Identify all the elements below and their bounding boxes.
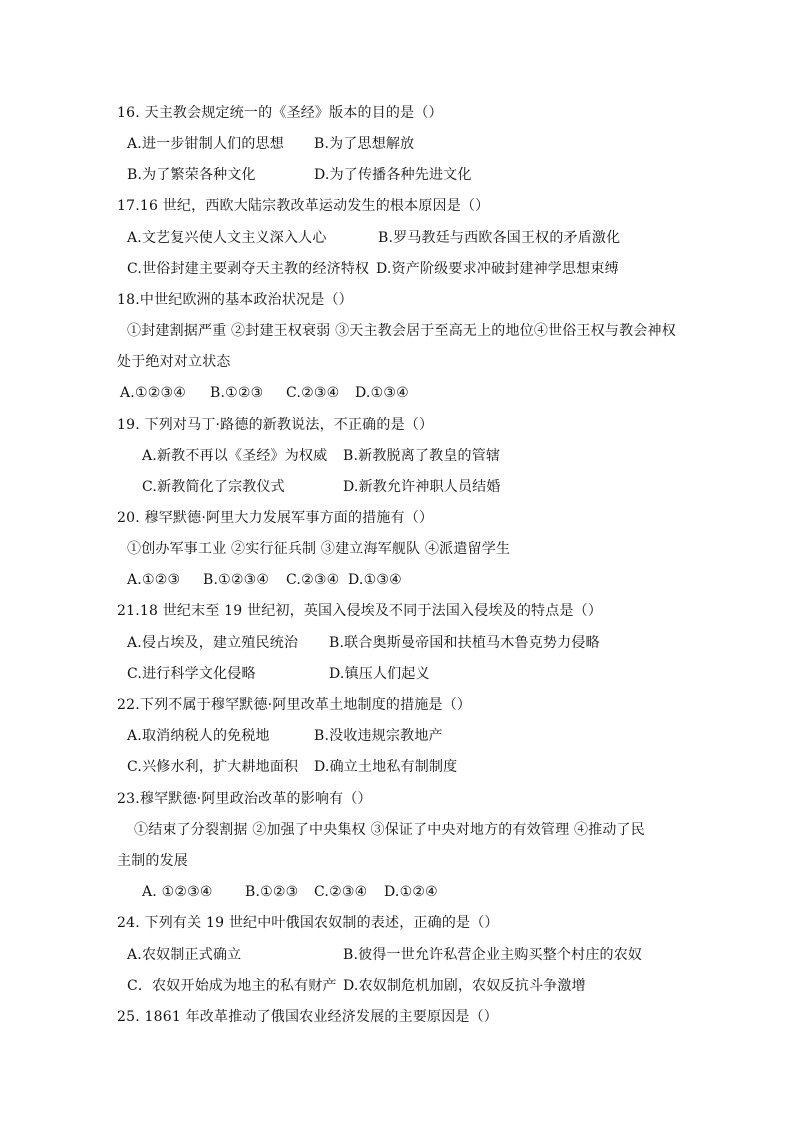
question-23-items-continued: 主制的发展 — [117, 853, 188, 869]
question-18-option-b: B.①②③ — [210, 385, 264, 401]
question-20-option-b: B.①②③④ — [203, 572, 270, 588]
question-18-option-a: A.①②③④ — [120, 385, 186, 401]
question-20-items: ①创办军事工业 ②实行征兵制 ③建立海军舰队 ④派遣留学生 — [127, 541, 511, 557]
question-18-option-d: D.①③④ — [355, 385, 409, 401]
question-17-option-a: A.文艺复兴使人文主义深入人心 — [127, 230, 327, 246]
question-18-stem: 18.中世纪欧洲的基本政治状况是（） — [117, 292, 353, 308]
question-22-stem: 22.下列不属于穆罕默德·阿里改革土地制度的措施是（） — [117, 697, 472, 713]
question-19-stem: 19. 下列对马丁·路德的新教说法，不正确的是（） — [117, 417, 434, 433]
question-16-option-c: B.为了繁荣各种文化 — [127, 167, 256, 183]
question-20-option-a: A.①②③ — [127, 572, 181, 588]
question-21-option-a: A.侵占埃及，建立殖民统治 — [127, 635, 299, 651]
question-23-option-d: D.①②④ — [384, 884, 438, 900]
question-20-stem: 20. 穆罕默德·阿里大力发展军事方面的措施有（） — [117, 510, 434, 526]
question-22-option-a: A.取消纳税人的免税地 — [127, 728, 270, 744]
question-16-option-a: A.进一步钳制人们的思想 — [127, 136, 284, 152]
question-22-option-d: D.确立土地私有制制度 — [314, 759, 458, 775]
question-22-option-b: B.没收违规宗教地产 — [314, 728, 443, 744]
question-16-option-b: B.为了思想解放 — [314, 136, 415, 152]
question-21-option-d: D.镇压人们起义 — [329, 666, 430, 682]
question-24-option-d: D.农奴制危机加剧，农奴反抗斗争激增 — [343, 978, 586, 994]
question-23-stem: 23.穆罕默德·阿里政治改革的影响有（） — [117, 791, 372, 807]
question-23-option-a: A. ①②③④ — [142, 884, 213, 900]
question-16-option-d: D.为了传播各种先进文化 — [314, 167, 472, 183]
question-23-option-b: B.①②③ — [245, 884, 299, 900]
question-17-option-d: D.资产阶级要求冲破封建神学思想束缚 — [376, 261, 619, 277]
question-21-option-c: C.进行科学文化侵略 — [127, 666, 256, 682]
question-17-stem: 17.16 世纪，西欧大陆宗教改革运动发生的根本原因是（） — [117, 198, 490, 214]
question-19-option-d: D.新教允许神职人员结婚 — [343, 479, 501, 495]
question-23-items: ①结束了分裂割据 ②加强了中央集权 ③保证了中央对地方的有效管理 ④推动了民 — [134, 822, 645, 838]
question-22-option-c: C.兴修水利，扩大耕地面积 — [127, 759, 299, 775]
question-20-option-d: D.①③④ — [348, 572, 402, 588]
question-23-option-c: C.②③④ — [314, 884, 368, 900]
question-24-option-a: A.农奴制正式确立 — [127, 947, 242, 963]
question-17-option-b: B.罗马教廷与西欧各国王权的矛盾激化 — [378, 230, 621, 246]
question-20-option-c: C.②③④ — [286, 572, 340, 588]
question-18-items: ①封建割据严重 ②封建王权衰弱 ③天主教会居于至高无上的地位④世俗王权与教会神权 — [127, 323, 676, 339]
question-19-option-c: C.新教简化了宗教仪式 — [142, 479, 285, 495]
question-18-items-continued: 处于绝对对立状态 — [117, 354, 231, 370]
question-24-option-b: B.彼得一世允许私营企业主购买整个村庄的农奴 — [343, 947, 643, 963]
question-19-option-b: B.新教脱离了教皇的管辖 — [343, 448, 501, 464]
question-24-stem: 24. 下列有关 19 世纪中叶俄国农奴制的表述，正确的是（） — [117, 915, 499, 931]
question-25-stem: 25. 1861 年改革推动了俄国农业经济发展的主要原因是（） — [117, 1009, 498, 1025]
question-18-option-c: C.②③④ — [286, 385, 340, 401]
question-16-stem: 16. 天主教会规定统一的《圣经》版本的目的是（） — [117, 105, 443, 121]
question-17-option-c: C.世俗封建主要剥夺天主教的经济特权 — [127, 261, 370, 277]
question-21-option-b: B.联合奥斯曼帝国和扶植马木鲁克势力侵略 — [329, 635, 600, 651]
question-19-option-a: A.新教不再以《圣经》为权威 — [142, 448, 328, 464]
question-24-option-c: C．农奴开始成为地主的私有财产 — [127, 978, 337, 994]
question-21-stem: 21.18 世纪末至 19 世纪初，英国入侵埃及不同于法国入侵埃及的特点是（） — [117, 603, 603, 619]
